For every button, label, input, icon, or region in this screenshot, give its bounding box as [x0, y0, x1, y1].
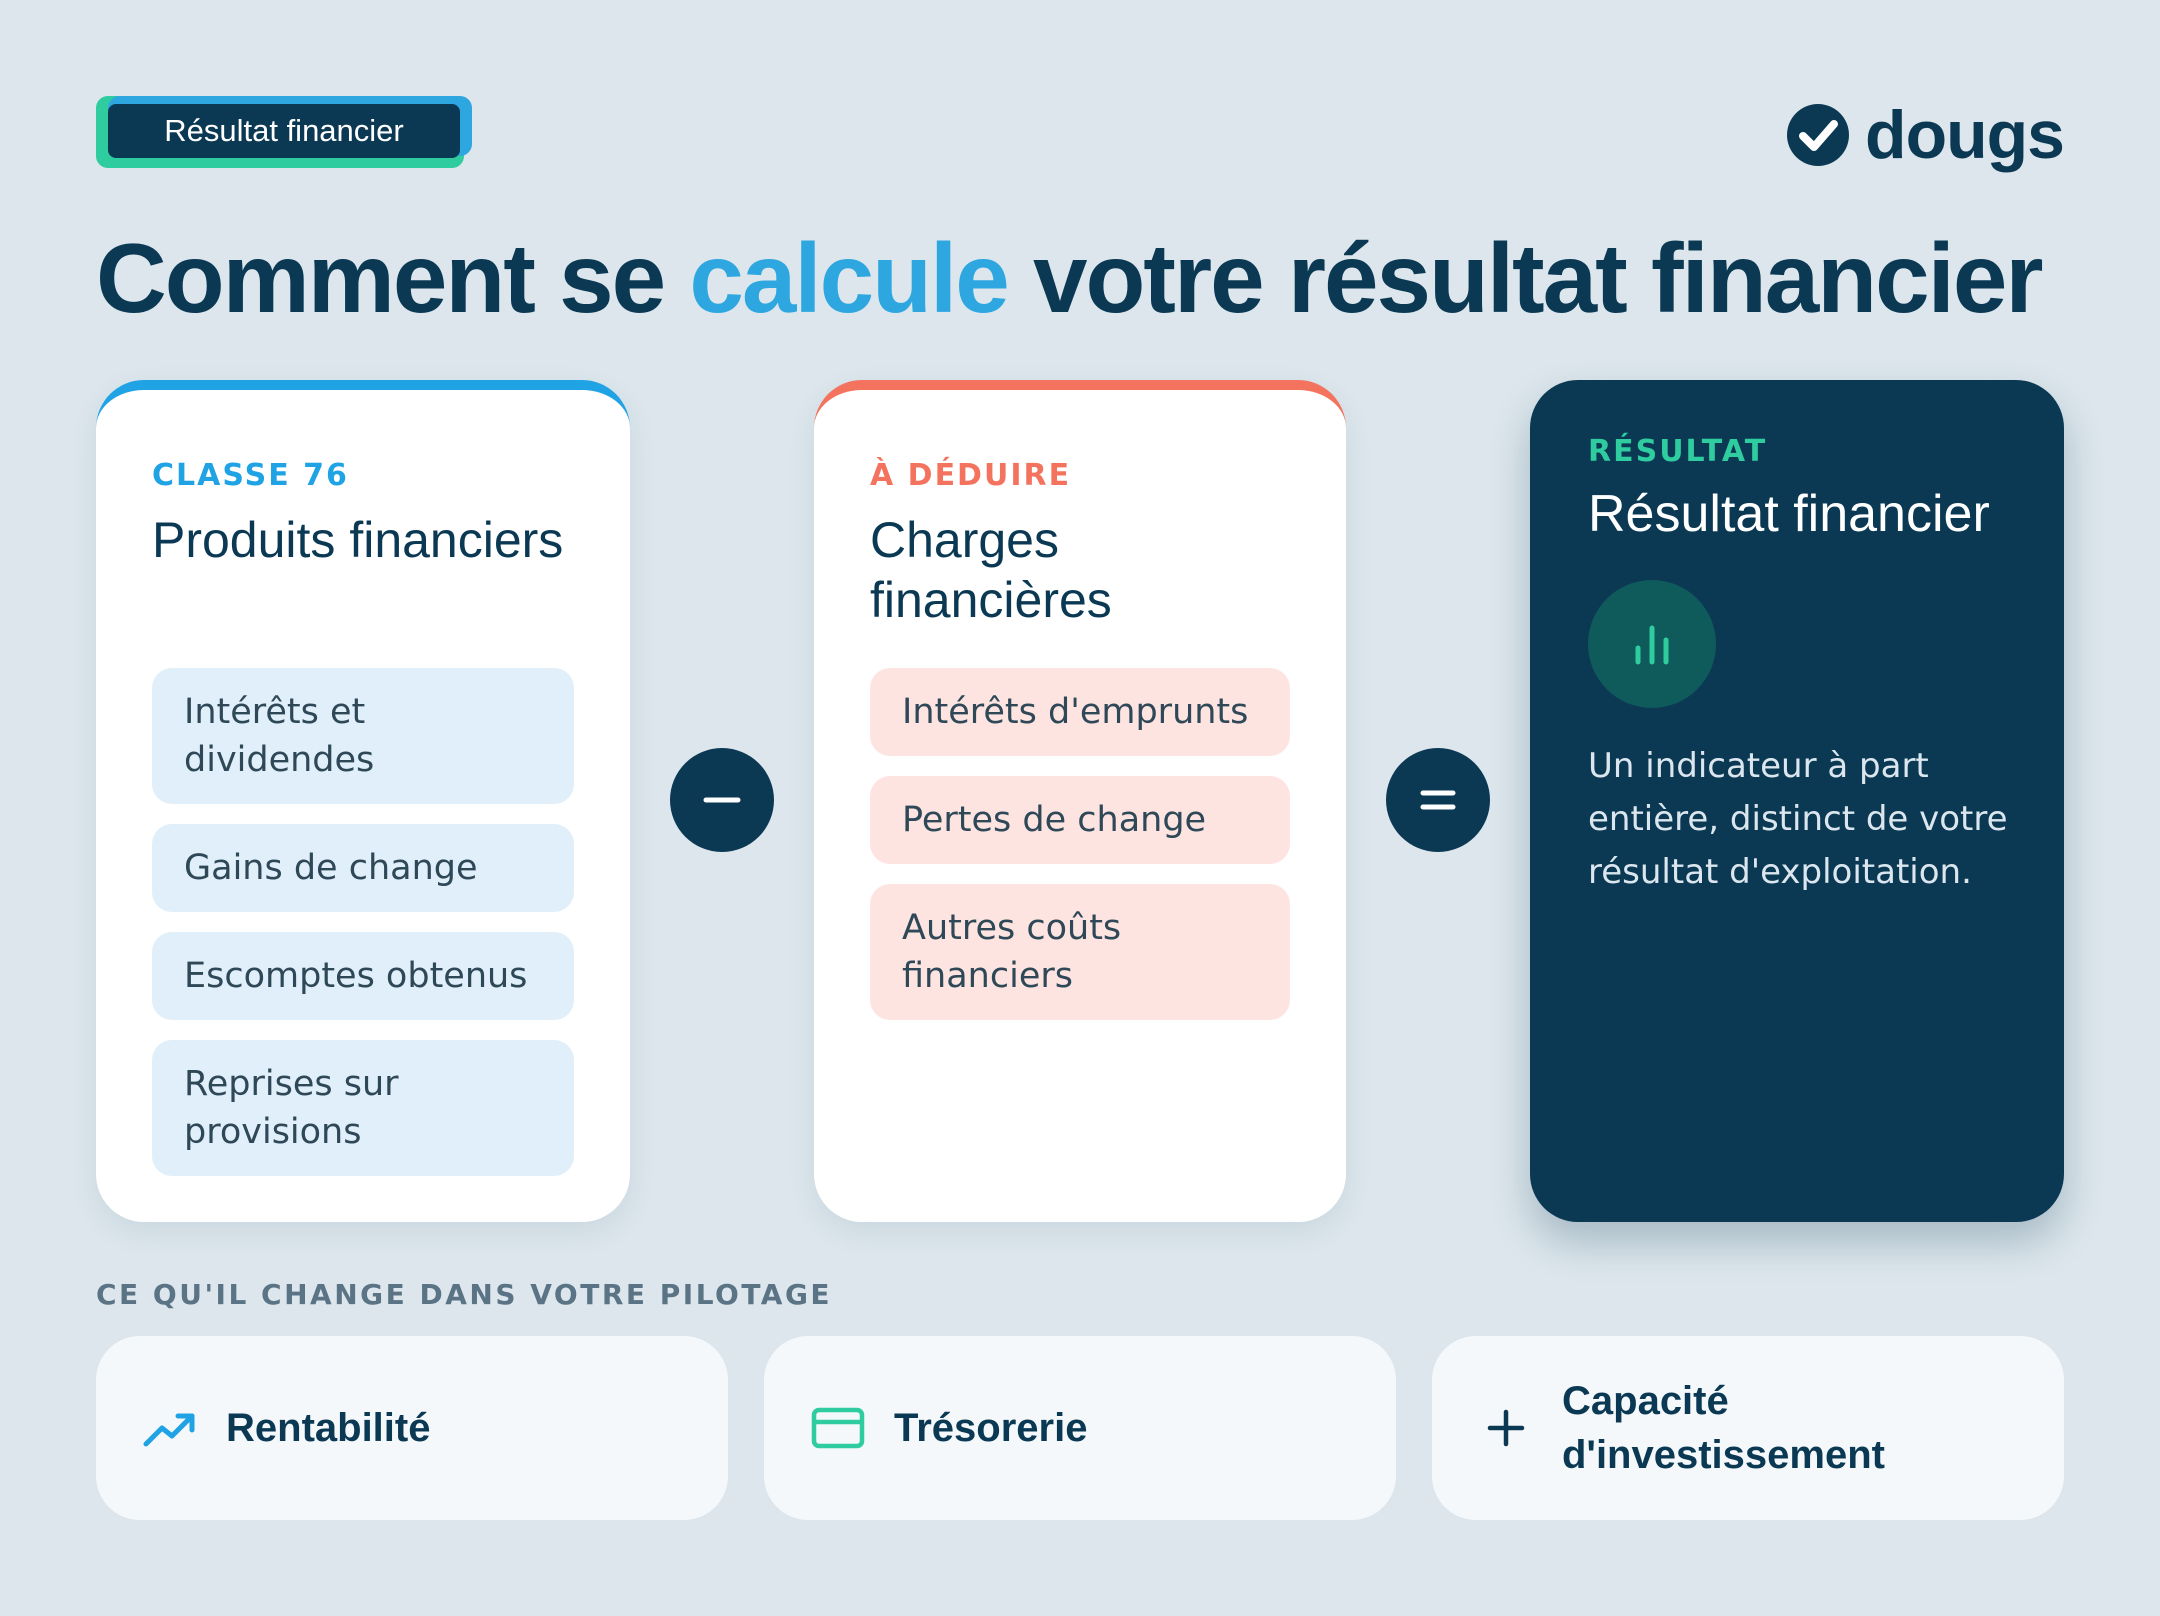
topic-tag [96, 96, 472, 172]
charges-card [814, 380, 1346, 1222]
products-list [152, 668, 574, 1196]
credit-card-icon [810, 1400, 866, 1456]
minus-icon [702, 780, 742, 820]
title-accent: calcule [689, 223, 1008, 333]
charges-list [870, 668, 1290, 1040]
list-item: Autres coûts financiers [870, 884, 1290, 1020]
title-part-2: votre résultat financier [1007, 223, 2042, 333]
title-part-1: Comment se [96, 223, 690, 333]
list-item: Intérêts et dividendes [152, 668, 574, 804]
check-circle-icon [1785, 102, 1851, 168]
charges-eyebrow: À DÉDUIRE [870, 458, 1072, 493]
list-item: Pertes de change [870, 776, 1290, 864]
result-card [1530, 380, 2064, 1222]
bar-chart-icon [1626, 618, 1678, 670]
impact-label: Rentabilité [226, 1406, 431, 1450]
impact-label: Capacité d'investissement [1562, 1379, 1885, 1477]
trending-up-icon [142, 1400, 198, 1456]
charges-title: Charges financières [870, 512, 1112, 628]
result-title: Résultat financier [1588, 485, 1990, 543]
products-title: Produits financiers [152, 512, 564, 568]
impact-item-rentabilite [96, 1336, 728, 1520]
brand-logo [1785, 96, 2064, 174]
tag-label: Résultat financier [108, 104, 460, 158]
products-eyebrow: CLASSE 76 [152, 458, 349, 493]
impact-item-tresorerie [764, 1336, 1396, 1520]
list-item: Gains de change [152, 824, 574, 912]
plus-icon [1478, 1400, 1534, 1456]
equals-operator [1386, 748, 1490, 852]
list-item: Escomptes obtenus [152, 932, 574, 1020]
products-card [96, 380, 630, 1222]
list-item: Reprises sur provisions [152, 1040, 574, 1176]
page-title [96, 222, 2042, 335]
minus-operator [670, 748, 774, 852]
result-description: Un indicateur à part entière, distinct de votre résultat d'exploitation. [1588, 746, 2008, 892]
list-item: Intérêts d'emprunts [870, 668, 1290, 756]
impact-item-capacite [1432, 1336, 2064, 1520]
impact-section-label: CE QU'IL CHANGE DANS VOTRE PILOTAGE [96, 1278, 833, 1311]
result-eyebrow: RÉSULTAT [1588, 434, 1768, 469]
brand-name: dougs [1865, 97, 2064, 173]
equals-icon [1418, 780, 1458, 820]
result-icon-badge [1588, 580, 1716, 708]
impact-label: Trésorerie [894, 1406, 1088, 1450]
